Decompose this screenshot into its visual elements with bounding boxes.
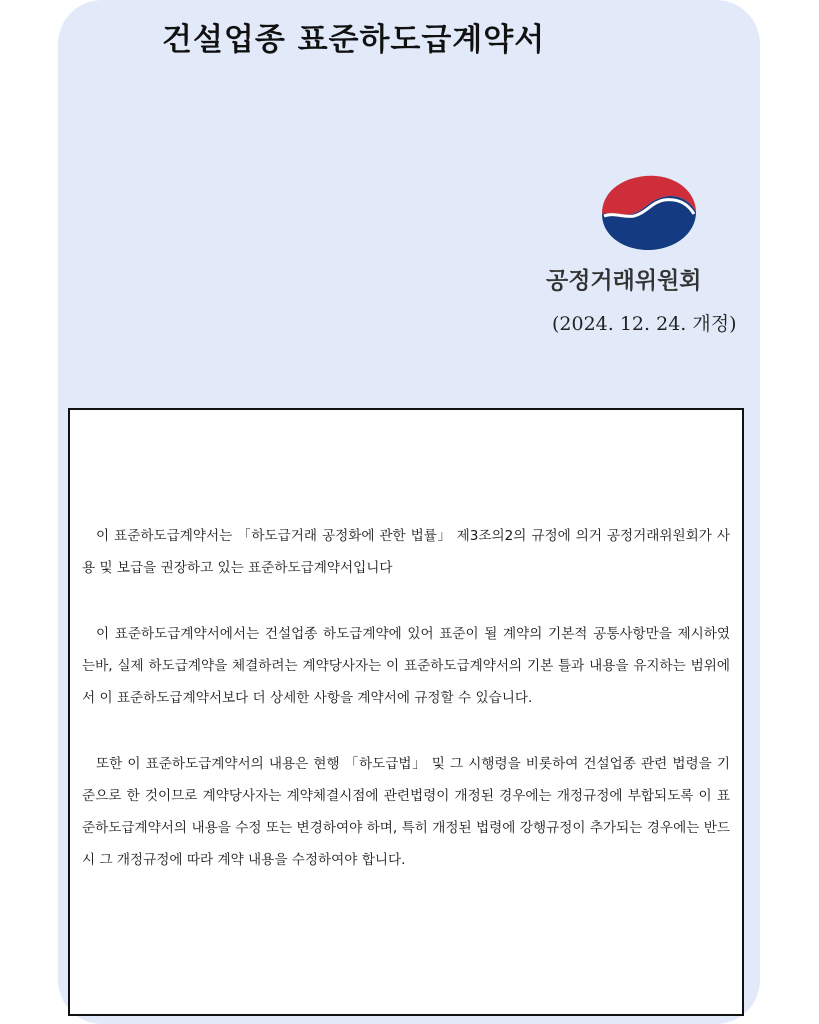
taegeuk-emblem-icon: [596, 172, 698, 252]
notice-paragraph: 또한 이 표준하도급계약서의 내용은 현행 「하도급법」 및 그 시행령을 비롯하여 건설업종 관련 법령을 기준으로 한 것이므로 계약당사자는 계약체결시점에 관련법령이 개정된 경우에는 개정규정에 부합되도록 이 표준하도급계약서의 내용을 수정 또는 변경하여야 하며, 특히 개정된 법령에 강행규정이 추가되는 경우에는 반드시 그 개정규정에 따라 계약 내용을 수정하여야 합니다.: [82, 756, 730, 868]
notice-box: [68, 408, 744, 1016]
revision-date: (2024. 12. 24. 개정): [552, 313, 737, 335]
document-title: 건설업종 표준하도급계약서: [162, 22, 546, 58]
notice-paragraph: 이 표준하도급계약서에서는 건설업종 하도급계약에 있어 표준이 될 계약의 기본적 공통사항만을 제시하였는바, 실제 하도급계약을 체결하려는 계약당사자는 이 표준하도급계약서의 기본 틀과 내용을 유지하는 범위에서 이 표준하도급계약서보다 더 상세한 사항을 계약서에 규정할 수 있습니다.: [82, 626, 730, 706]
issuer-name: 공정거래위원회: [546, 268, 702, 294]
notice-paragraph: 이 표준하도급계약서는 「하도급거래 공정화에 관한 법률」 제3조의2의 규정에 의거 공정거래위원회가 사용 및 보급을 권장하고 있는 표준하도급계약서입니다: [82, 528, 730, 576]
